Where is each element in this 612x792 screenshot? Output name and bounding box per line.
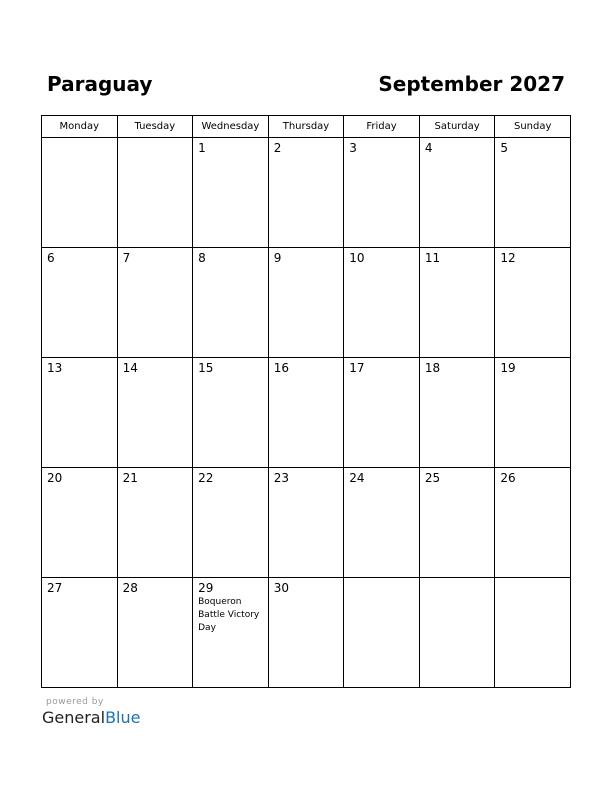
day-cell (344, 578, 420, 688)
day-number: 19 (500, 361, 516, 375)
day-cell (495, 138, 571, 248)
weekday-header: Sunday (495, 116, 571, 138)
day-cell (495, 468, 571, 578)
day-cell (419, 138, 495, 248)
day-cell (117, 468, 193, 578)
day-number: 16 (273, 361, 289, 375)
day-cell (42, 358, 118, 468)
powered-by-label: powered by (46, 697, 104, 707)
day-cell (42, 468, 118, 578)
week-row (42, 578, 571, 688)
day-cell (193, 578, 269, 688)
day-number: 2 (273, 141, 282, 155)
day-cell (193, 468, 269, 578)
week-row (42, 468, 571, 578)
weekday-header: Wednesday (193, 116, 269, 138)
day-number (118, 138, 193, 141)
day-cell (344, 468, 420, 578)
week-row (42, 358, 571, 468)
day-number: 1 (198, 141, 206, 155)
logo-text-blue: Blue (105, 708, 141, 727)
day-number: 12 (500, 251, 516, 265)
day-cell (117, 358, 193, 468)
day-cell (117, 138, 193, 248)
day-number: 15 (198, 361, 214, 375)
day-cell (344, 248, 420, 358)
day-number: 21 (122, 471, 138, 485)
day-cell (495, 358, 571, 468)
day-cell (42, 248, 118, 358)
day-cell (268, 468, 344, 578)
country-title: Paraguay (47, 72, 153, 96)
day-number: 3 (349, 141, 357, 155)
day-number: 20 (47, 471, 63, 485)
day-cell (419, 578, 495, 688)
day-number: 5 (500, 141, 509, 155)
day-number: 26 (500, 471, 516, 485)
holiday-label: Boqueron Battle Victory Day (198, 597, 260, 633)
day-number: 28 (122, 581, 138, 595)
day-cell (193, 138, 269, 248)
day-number: 11 (424, 251, 441, 265)
day-number: 30 (273, 581, 289, 595)
day-number: 4 (424, 141, 433, 155)
day-number (42, 138, 117, 141)
day-cell (117, 578, 193, 688)
day-number: 18 (424, 361, 441, 375)
day-number: 23 (273, 471, 289, 485)
logo-text-general: General (42, 708, 106, 727)
day-number (420, 578, 495, 581)
day-number: 25 (424, 471, 441, 485)
day-number: 14 (122, 361, 138, 375)
day-number: 9 (273, 251, 282, 265)
month-year-title: September 2027 (378, 72, 565, 96)
day-cell (193, 248, 269, 358)
day-number: 27 (47, 581, 63, 595)
day-cell (268, 578, 344, 688)
day-number: 6 (47, 251, 55, 265)
day-cell (419, 358, 495, 468)
weekday-header: Friday (344, 116, 420, 138)
day-cell (495, 578, 571, 688)
day-cell (419, 248, 495, 358)
day-number (344, 578, 419, 581)
day-number: 7 (122, 251, 131, 265)
day-number: 29 (198, 581, 214, 595)
weekday-header-row (42, 116, 571, 138)
weekday-header: Tuesday (117, 116, 193, 138)
day-cell (268, 248, 344, 358)
week-row (42, 248, 571, 358)
generalblue-logo[interactable] (42, 708, 140, 727)
day-cell (419, 468, 495, 578)
day-cell (268, 358, 344, 468)
day-cell (344, 358, 420, 468)
day-cell (42, 578, 118, 688)
day-number (495, 578, 570, 581)
weekday-header: Thursday (268, 116, 344, 138)
day-number: 17 (349, 361, 365, 375)
day-number: 24 (349, 471, 365, 485)
calendar-grid (41, 115, 571, 688)
day-cell (117, 248, 193, 358)
day-number: 8 (198, 251, 206, 265)
weekday-header: Saturday (419, 116, 495, 138)
week-row (42, 138, 571, 248)
day-number: 22 (198, 471, 214, 485)
day-cell (193, 358, 269, 468)
day-cell (495, 248, 571, 358)
day-cell (344, 138, 420, 248)
day-number: 10 (349, 251, 365, 265)
day-cell (268, 138, 344, 248)
day-number: 13 (47, 361, 63, 375)
weekday-header: Monday (42, 116, 118, 138)
day-cell (42, 138, 118, 248)
